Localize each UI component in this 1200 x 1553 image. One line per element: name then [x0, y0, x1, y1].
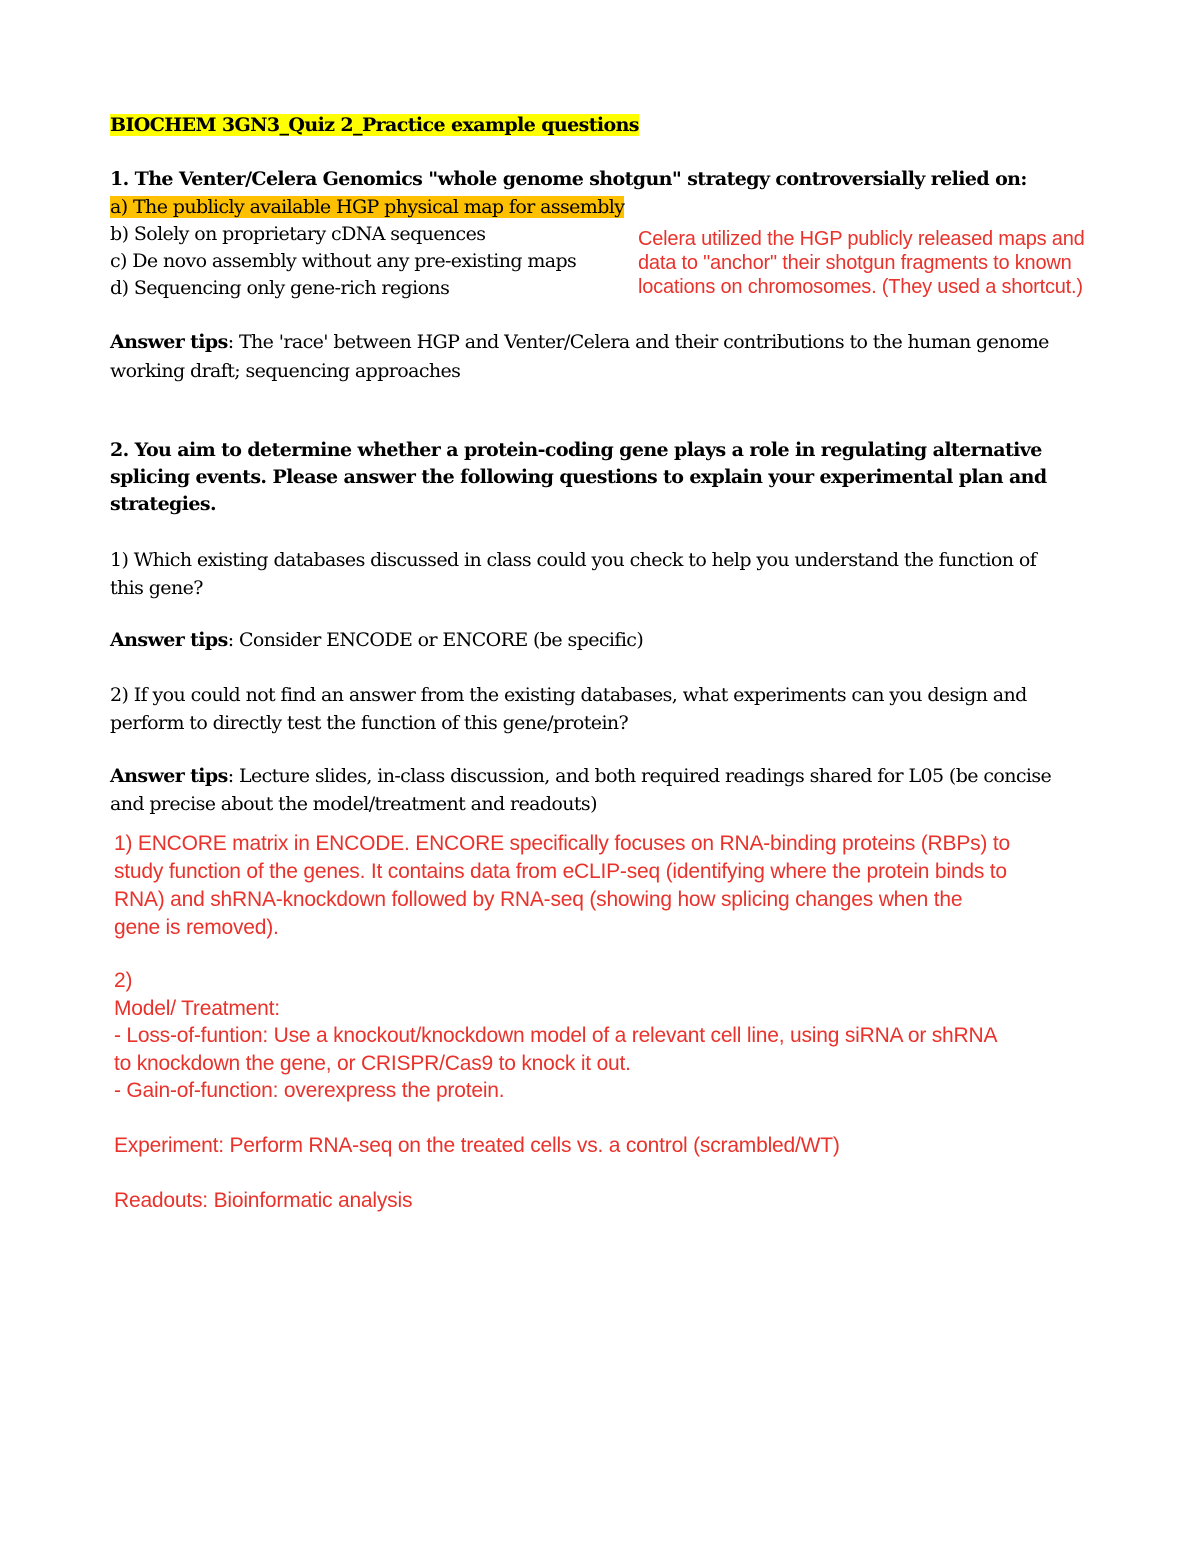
option-c	[110, 248, 624, 275]
tips-text: : The 'race' between HGP and Venter/Celera and their contributions to the human genome	[227, 331, 1049, 353]
sub-question-1-text: this gene?	[110, 577, 203, 599]
option-a	[110, 194, 624, 221]
option-a-text: a) The publicly available HGP physical map for assembly	[110, 196, 625, 218]
answer-1	[114, 830, 1010, 942]
question-1-options	[110, 194, 624, 302]
sub-question-1-text: 1) Which existing databases discussed in class could you check to help you understand the function of	[110, 549, 1037, 571]
tips-text: working draft; sequencing approaches	[110, 360, 461, 382]
option-c-text: c) De novo assembly without any pre-existing maps	[110, 250, 577, 272]
option-d-text: d) Sequencing only gene-rich regions	[110, 277, 450, 299]
option-d	[110, 275, 624, 302]
question-2	[110, 437, 1047, 518]
question-1-text: 1. The Venter/Celera Genomics "whole genome shotgun" strategy controversially relied on:	[110, 168, 1027, 190]
answer-2	[114, 967, 997, 1105]
sub-question-2-text: 2) If you could not find an answer from the existing databases, what experiments can you design and	[110, 684, 1027, 706]
answer-readouts: Readouts: Bioinformatic analysis	[114, 1189, 413, 1212]
sub-question-2	[110, 681, 1027, 737]
option-b	[110, 221, 624, 248]
page-title-text: BIOCHEM 3GN3_Quiz 2_Practice example questions	[110, 114, 639, 136]
sub-question-1	[110, 546, 1036, 602]
note-line: Celera utilized the HGP publicly released maps and	[638, 228, 1085, 250]
answer-2-line: to knockdown the gene, or CRISPR/Cas9 to knock it out.	[114, 1051, 631, 1075]
sub-question-2-tips	[110, 762, 1051, 818]
tips-label: Answer tips	[110, 765, 228, 787]
answer-2-line: 2)	[114, 969, 133, 992]
answer-1-line: 1) ENCORE matrix in ENCODE. ENCORE specifically focuses on RNA-binding proteins (RBPs) to	[114, 832, 1010, 855]
sub-question-2-text: perform to directly test the function of this gene/protein?	[110, 712, 629, 734]
sub-question-1-tips	[110, 627, 643, 654]
question-1	[110, 166, 1027, 193]
option-b-text: b) Solely on proprietary cDNA sequences	[110, 223, 486, 245]
tips-text: and precise about the model/treatment and readouts)	[110, 793, 597, 815]
answer-2-line: - Loss-of-funtion: Use a knockout/knockdown model of a relevant cell line, using siRNA or shRNA	[114, 1024, 998, 1047]
tips-label: Answer tips	[110, 331, 228, 353]
q1-answer-note	[638, 227, 1085, 299]
question-2-text: strategies.	[110, 493, 216, 515]
answer-experiment: Experiment: Perform RNA-seq on the treated cells vs. a control (scrambled/WT)	[114, 1134, 840, 1157]
tips-text: : Consider ENCODE or ENCORE (be specific)	[227, 629, 644, 651]
question-2-text: 2. You aim to determine whether a protein-coding gene plays a role in regulating alternative	[110, 439, 1042, 461]
answer-2-line: Model/ Treatment:	[114, 996, 280, 1020]
q1-answer-tips	[110, 328, 1049, 386]
tips-label: Answer tips	[110, 629, 228, 651]
answer-1-line: study function of the genes. It contains data from eCLIP-seq (identifying where the protein binds to	[114, 860, 1007, 883]
page-title	[110, 112, 639, 139]
question-2-text: splicing events. Please answer the following questions to explain your experimental plan and	[110, 466, 1047, 488]
answer-1-line: gene is removed).	[114, 916, 279, 939]
answer-1-line: RNA) and shRNA-knockdown followed by RNA-seq (showing how splicing changes when the	[114, 888, 963, 911]
tips-text: : Lecture slides, in-class discussion, and both required readings shared for L05 (be concise	[227, 765, 1052, 787]
note-line: data to "anchor" their shotgun fragments to known	[638, 252, 1072, 274]
answer-2-line: - Gain-of-function: overexpress the protein.	[114, 1079, 505, 1102]
note-line: locations on chromosomes. (They used a shortcut.)	[638, 276, 1083, 298]
